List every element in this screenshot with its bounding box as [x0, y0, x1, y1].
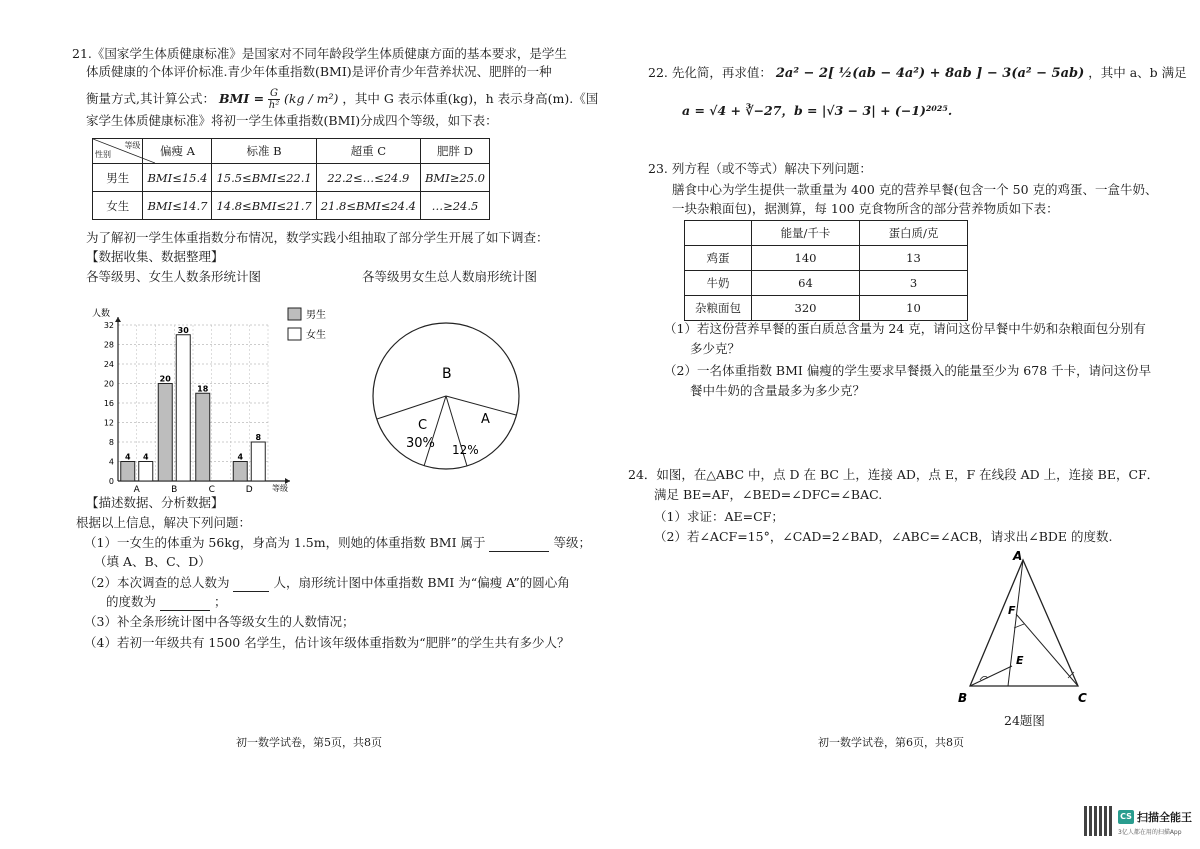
q21-sub2 — [84, 574, 570, 592]
table-cell: 3 — [860, 271, 968, 296]
table-row — [93, 192, 490, 220]
table-cell: 140 — [752, 246, 860, 271]
bar — [196, 393, 210, 481]
bmi-table-header-row — [93, 139, 490, 164]
header-a: 偏瘦 A — [143, 139, 212, 164]
legend-label: 男生 — [306, 310, 326, 321]
q24-sub2: （2）若∠ACF=15°，∠CAD=2∠BAD，∠ABC=∠ACB，请求出∠BDE 的度数. — [654, 529, 1113, 544]
legend-swatch — [288, 308, 301, 320]
table-cell: 杂粮面包 — [685, 296, 752, 321]
x-tick-label: D — [245, 485, 253, 495]
q22-prefix: 22. 先化简，再求值： — [648, 65, 772, 80]
bar-y-ticks — [104, 321, 114, 486]
q23-title: 23. 列方程（或不等式）解决下列问题： — [648, 161, 872, 176]
footer-right: 初一数学试卷，第6页，共8页 — [818, 736, 964, 749]
label-a: A — [1013, 549, 1023, 563]
y-tick-label: 4 — [108, 457, 114, 467]
y-tick-label: 32 — [103, 321, 114, 330]
nutrition-table — [684, 220, 968, 321]
formula-numerator: G — [270, 88, 279, 99]
scanner-badge: CS — [1118, 810, 1134, 824]
bar-value-label: 20 — [159, 374, 171, 384]
q21-sub1 — [84, 534, 591, 552]
q21-sub1-end: 等级； — [553, 535, 591, 550]
table-cell: 牛奶 — [685, 271, 752, 296]
table-cell: 64 — [752, 271, 860, 296]
bar-value-label: 30 — [177, 325, 189, 335]
bar — [233, 462, 247, 482]
table-cell: 13 — [860, 246, 968, 271]
header-c: 超重 C — [316, 139, 420, 164]
q23-line1: 膳食中心为学生提供一款重量为 400 克的营养早餐(包含一个 50 克的鸡蛋、一盒牛奶、 — [672, 182, 1158, 197]
q23-sub2-line2: 餐中牛奶的含量最多为多少克？ — [690, 383, 866, 398]
x-tick-label: B — [171, 485, 178, 495]
y-tick-label: 8 — [108, 438, 114, 447]
formula-pre: 衡量方式,其计算公式： — [86, 91, 215, 106]
bar-value-label: 4 — [142, 452, 149, 462]
table-cell: 22.2≤…≤24.9 — [316, 164, 420, 192]
q22-condition: a = √4 + ∛−27，b = |√3 − 3| + (−1)²⁰²⁵. — [682, 103, 953, 118]
bar — [121, 462, 135, 482]
pie-pct-c: 30% — [406, 436, 435, 451]
pie-label-a: A — [481, 412, 490, 427]
bar-y-axis-label: 人数 — [92, 309, 111, 319]
pie-divider-b-c — [377, 396, 446, 419]
q21-sub2-text: （2）本次调查的总人数为 — [84, 575, 230, 590]
pie-label-c: C — [418, 418, 428, 433]
corner-label-left: 性别 — [95, 150, 111, 159]
header-b: 标准 B — [212, 139, 316, 164]
table-cell: 10 — [860, 296, 968, 321]
bar-legend — [288, 308, 326, 341]
q21-sub1-text: （1）一女生的体重为 56kg，身高为 1.5m，则她的体重指数 BMI 属于 — [84, 535, 486, 550]
row-label-male: 男生 — [93, 164, 143, 192]
q23-sub1-line1: （1）若这份营养早餐的蛋白质总含量为 24 克，请问这份早餐中牛奶和杂粮面包分别有 — [664, 321, 1146, 336]
q22-expression: 2a² − 2[ ½(ab − 4a²) + 8ab ] − 3(a² − 5ab) — [775, 66, 1085, 81]
pie-divider-d-c — [424, 396, 446, 466]
header-d: 肥胖 D — [420, 139, 489, 164]
pie-label-b: B — [442, 366, 452, 382]
bar — [158, 384, 172, 482]
bar-value-label: 18 — [197, 384, 209, 394]
answer-blank[interactable] — [160, 598, 210, 611]
q23-line2: 一块杂粮面包)，据测算，每 100 克食物所含的部分营养物质如下表： — [672, 201, 1059, 216]
table-cell: 14.8≤BMI≤21.7 — [212, 192, 316, 220]
legend-label: 女生 — [306, 330, 326, 341]
footer-left: 初一数学试卷，第5页，共8页 — [236, 736, 382, 749]
scanner-brand: 扫描全能王 — [1137, 811, 1192, 824]
y-tick-label: 12 — [103, 418, 114, 428]
y-axis-arrow-icon — [115, 317, 121, 322]
answer-blank[interactable] — [233, 579, 269, 592]
table-cell: BMI≤14.7 — [143, 192, 212, 220]
q24-line1: 24．如图，在△ABC 中，点 D 在 BC 上，连接 AD，点 E，F 在线段 AD 上，连接 BE，CF． — [628, 467, 1160, 482]
table-row — [685, 246, 968, 271]
qr-code-icon — [1084, 806, 1114, 836]
bar-value-label: 8 — [255, 433, 262, 442]
formula-fraction — [268, 88, 280, 111]
table-cell: 蛋白质/克 — [860, 221, 968, 246]
q21-intro-line1: 21.《国家学生体质健康标准》是国家对不同年龄段学生体质健康方面的基本要求，是学生 — [72, 46, 567, 61]
table-cell: …≥24.5 — [420, 192, 489, 220]
y-tick-label: 16 — [103, 399, 114, 408]
y-tick-label: 0 — [108, 477, 114, 486]
q21-sub2-text3: 的度数为 — [106, 594, 157, 609]
pie-pct-d: 12% — [452, 443, 479, 457]
row-label-female: 女生 — [93, 192, 143, 220]
formula-denominator: h² — [268, 100, 280, 111]
q21-intro-line4: 家学生体质健康标准》将初一学生体重指数(BMI)分成四个等级，如下表： — [86, 113, 498, 128]
y-tick-label: 28 — [103, 340, 114, 350]
triangle-figure — [950, 548, 1100, 708]
segment-cf — [1016, 614, 1078, 686]
corner-label-right: 等级 — [124, 141, 141, 150]
q21-sub2-text2: 人，扇形统计图中体重指数 BMI 为“偏瘦 A”的圆心角 — [273, 575, 570, 590]
scanner-slogan: 3亿人都在用的扫描App — [1118, 829, 1182, 836]
bar-x-axis-label: 等级 — [272, 484, 288, 493]
segment-be — [970, 666, 1012, 686]
bar — [139, 462, 153, 482]
bar-value-label: 4 — [124, 452, 131, 462]
pie-chart-title: 各等级男女生总人数扇形统计图 — [362, 269, 538, 284]
table-row — [685, 296, 968, 321]
q21-formula-line — [86, 88, 598, 111]
formula-lhs: BMI = — [218, 91, 265, 106]
y-tick-label: 20 — [103, 379, 114, 389]
q21-prompt: 根据以上信息，解决下列问题： — [76, 515, 252, 530]
table-cell: 鸡蛋 — [685, 246, 752, 271]
y-tick-label: 24 — [103, 360, 114, 369]
q21-sub1-hint: （填 A、B、C、D） — [94, 554, 211, 569]
survey-line: 为了解初一学生体重指数分布情况，数学实践小组抽取了部分学生开展了如下调查： — [86, 230, 549, 245]
bar-chart-title: 各等级男、女生人数条形统计图 — [86, 269, 262, 284]
bar-value-label: 4 — [237, 452, 244, 462]
table-cell: 15.5≤BMI≤22.1 — [212, 164, 316, 192]
table-cell: BMI≤15.4 — [143, 164, 212, 192]
table-cell: 320 — [752, 296, 860, 321]
section-data-collection: 【数据收集、数据整理】 — [86, 249, 224, 264]
q23-sub1-line2: 多少克？ — [690, 341, 741, 356]
table-cell: 21.8≤BMI≤24.4 — [316, 192, 420, 220]
x-tick-label: A — [133, 485, 140, 495]
bar-chart — [82, 300, 362, 500]
label-e: E — [1016, 654, 1024, 667]
label-f: F — [1008, 604, 1016, 617]
answer-blank[interactable] — [489, 539, 549, 552]
formula-post: ，其中 G 表示体重(kg)，h 表示身高(m).《国 — [342, 91, 599, 106]
x-tick-label: C — [208, 485, 215, 495]
table-cell: 能量/千卡 — [752, 221, 860, 246]
q21-sub3: （3）补全条形统计图中各等级女生的人数情况； — [84, 614, 355, 629]
figure-caption: 24题图 — [1004, 713, 1045, 728]
section-analysis: 【描述数据、分析数据】 — [86, 495, 224, 510]
label-b: B — [958, 691, 968, 705]
q24-line2: 满足 BE=AF，∠BED=∠DFC=∠BAC. — [654, 487, 883, 502]
q21-intro-line2: 体质健康的个体评价标准.青少年体重指数(BMI)是评价青少年营养状况、肥胖的一种 — [86, 64, 552, 79]
bar — [251, 442, 265, 481]
q24-sub1: （1）求证：AE=CF； — [654, 509, 784, 524]
label-c: C — [1078, 691, 1087, 705]
table-row — [93, 164, 490, 192]
q22-suffix: ，其中 a、b 满足 — [1088, 65, 1187, 80]
table-cell: BMI≥25.0 — [420, 164, 489, 192]
q21-sub2-line2 — [106, 593, 227, 611]
q22-line1 — [648, 64, 1187, 83]
q23-sub2-line1: （2）一名体重指数 BMI 偏瘦的学生要求早餐摄入的能量至少为 678 千卡，请问这份早 — [664, 363, 1152, 378]
bar — [176, 335, 190, 481]
formula-unit: (kg / m²) — [284, 91, 339, 106]
pie-chart — [366, 316, 522, 476]
table-cell — [685, 221, 752, 246]
bmi-table — [92, 138, 490, 220]
table-row — [685, 221, 968, 246]
q21-sub2-end: ； — [213, 594, 227, 609]
bmi-table-corner — [93, 139, 143, 164]
legend-swatch — [288, 328, 301, 340]
q21-sub4: （4）若初一年级共有 1500 名学生，估计该年级体重指数为“肥胖”的学生共有多少人？ — [84, 635, 570, 650]
table-row — [685, 271, 968, 296]
